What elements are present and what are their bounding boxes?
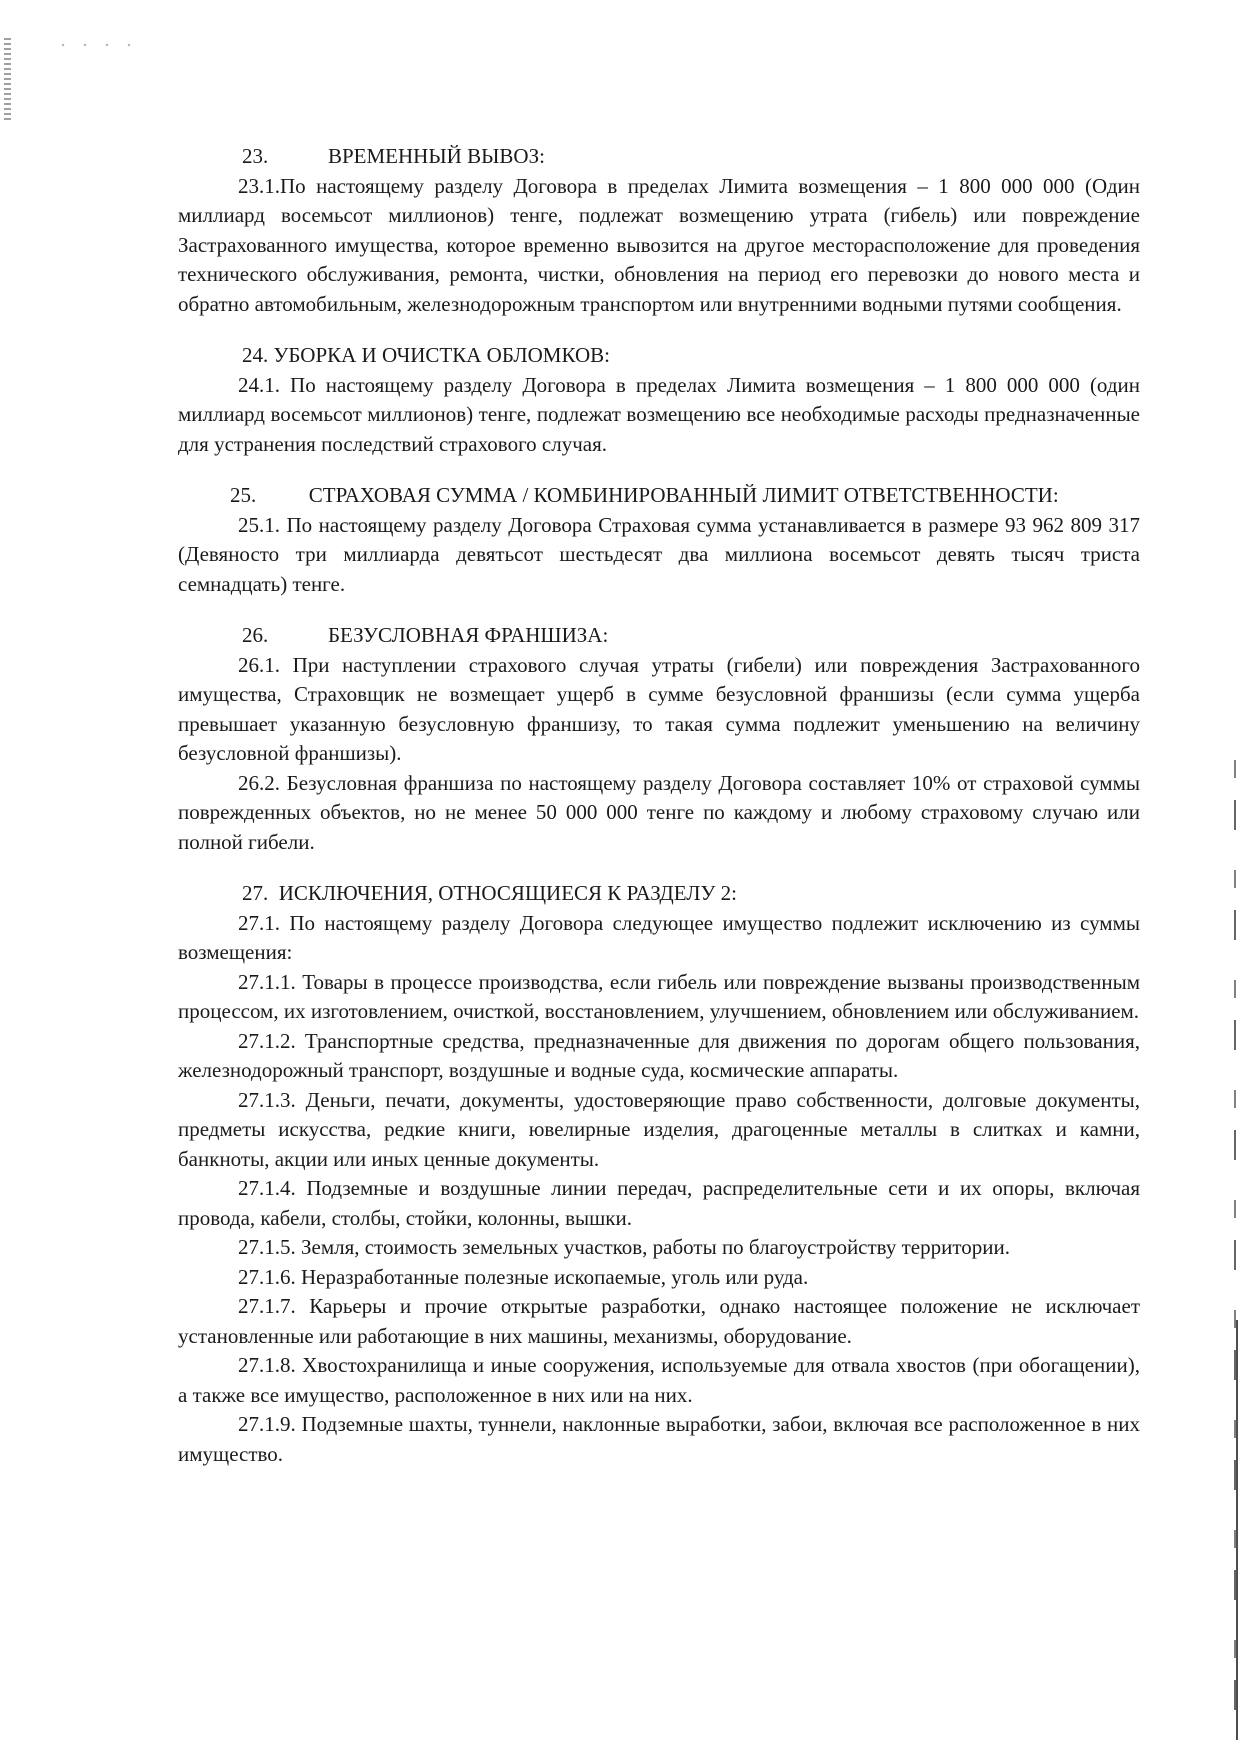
section-spacer	[178, 857, 1140, 879]
section-heading-27	[178, 879, 1140, 909]
section-title: СТРАХОВАЯ СУММА / КОМБИНИРОВАННЫЙ ЛИМИТ ОТВЕТСТВЕННОСТИ:	[308, 483, 1059, 507]
section-title: ИСКЛЮЧЕНИЯ, ОТНОСЯЩИЕСЯ К РАЗДЕЛУ 2:	[278, 881, 738, 905]
paragraph-27-1-8: 27.1.8. Хвостохранилища и иные сооружения, используемые для отвала хвостов (при обогащении), а также все имущество, расположенное в них или на них.	[178, 1353, 1140, 1407]
section-spacer	[178, 459, 1140, 481]
scan-artifact-left	[4, 38, 11, 122]
section-number: 27.	[242, 881, 269, 905]
paragraph-23-1: 23.1.По настоящему разделу Договора в пределах Лимита возмещения – 1 800 000 000 (Один миллиард восемьсот миллионов) тенге, подлежат возмещению утрата (гибель) или повреждение Застрахованного имущества, которое временно вывозится на другое месторасположение для проведения технического обслуживания, ремонта, чистки, обновления на период его перевозки до нового места и обратно автомобильным, железнодорожным транспортом или внутренними водными путями сообщения.	[178, 173, 1140, 316]
section-title: УБОРКА И ОЧИСТКА ОБЛОМКОВ:	[273, 343, 610, 367]
paragraph-27-1-6: 27.1.6. Неразработанные полезные ископаемые, уголь или руда.	[238, 1264, 809, 1289]
paragraph-27-1-1: 27.1.1. Товары в процессе производства, если гибель или повреждение вызваны производственным процессом, их изготовлением, очисткой, восстановлением, улучшением, обновлением или обслуживанием.	[178, 969, 1140, 1023]
section-title: ВРЕМЕННЫЙ ВЫВОЗ:	[328, 144, 545, 168]
scan-artifact-right-edge-dark	[1236, 1320, 1238, 1740]
scan-artifact-dots	[52, 42, 142, 48]
section-heading-23	[178, 142, 1140, 172]
paragraph-27-1: 27.1. По настоящему разделу Договора следующее имущество подлежит исключению из суммы возмещения:	[178, 910, 1140, 964]
paragraph-27-1-2: 27.1.2. Транспортные средства, предназначенные для движения по дорогам общего пользования, железнодорожный транспорт, воздушные и водные суда, космические аппараты.	[178, 1028, 1140, 1082]
paragraph-27-1-7: 27.1.7. Карьеры и прочие открытые разработки, однако настоящее положение не исключает установленные или работающие в них машины, механизмы, оборудование.	[178, 1294, 1140, 1348]
paragraph-27-1-9: 27.1.9. Подземные шахты, туннели, наклонные выработки, забои, включая все расположенное в них имущество.	[178, 1412, 1140, 1466]
paragraph-26-1: 26.1. При наступлении страхового случая утраты (гибели) или повреждения Застрахованного имущества, Страховщик не возмещает ущерб в сумме безусловной франшизы (если сумма ущерба превышает указанную безусловную франшизу, то такая сумма подлежит уменьшению на величину безусловной франшизы).	[178, 652, 1140, 765]
paragraph-27-1-4: 27.1.4. Подземные и воздушные линии передач, распределительные сети и их опоры, включая провода, кабели, столбы, стойки, колонны, вышки.	[178, 1176, 1140, 1230]
section-spacer	[178, 319, 1140, 341]
section-number: 26.	[242, 623, 269, 647]
section-number: 24.	[242, 343, 269, 367]
section-heading-24	[178, 341, 1140, 371]
section-spacer	[178, 599, 1140, 621]
section-number: 25.	[230, 483, 257, 507]
paragraph-27-1-3: 27.1.3. Деньги, печати, документы, удостоверяющие право собственности, долговые документы, предметы искусства, редкие книги, ювелирные изделия, драгоценные металлы в слитках и камни, банкноты, акции или иных ценные документы.	[178, 1087, 1140, 1171]
paragraph-27-1-5: 27.1.5. Земля, стоимость земельных участков, работы по благоустройству территории.	[238, 1235, 1010, 1259]
document-body	[178, 142, 1140, 1469]
section-title: БЕЗУСЛОВНАЯ ФРАНШИЗА:	[328, 623, 609, 647]
paragraph-24-1: 24.1. По настоящему разделу Договора в пределах Лимита возмещения – 1 800 000 000 (один миллиард восемьсот миллионов) тенге, подлежат возмещению все необходимые расходы предназначенные для устранения последствий страхового случая.	[178, 372, 1140, 456]
section-heading-25	[178, 481, 1140, 511]
section-heading-26	[178, 621, 1140, 651]
paragraph-26-2: 26.2. Безусловная франшиза по настоящему разделу Договора составляет 10% от страховой суммы поврежденных объектов, но не менее 50 000 000 тенге по каждому и любому страховому случаю или полной гибели.	[178, 770, 1140, 854]
paragraph-25-1: 25.1. По настоящему разделу Договора Страховая сумма устанавливается в размере 93 962 809 317 (Девяносто три миллиарда девятьсот шестьдесят два миллиона восемьсот девять тысяч триста семнадцать) тенге.	[178, 512, 1140, 596]
section-number: 23.	[242, 144, 269, 168]
